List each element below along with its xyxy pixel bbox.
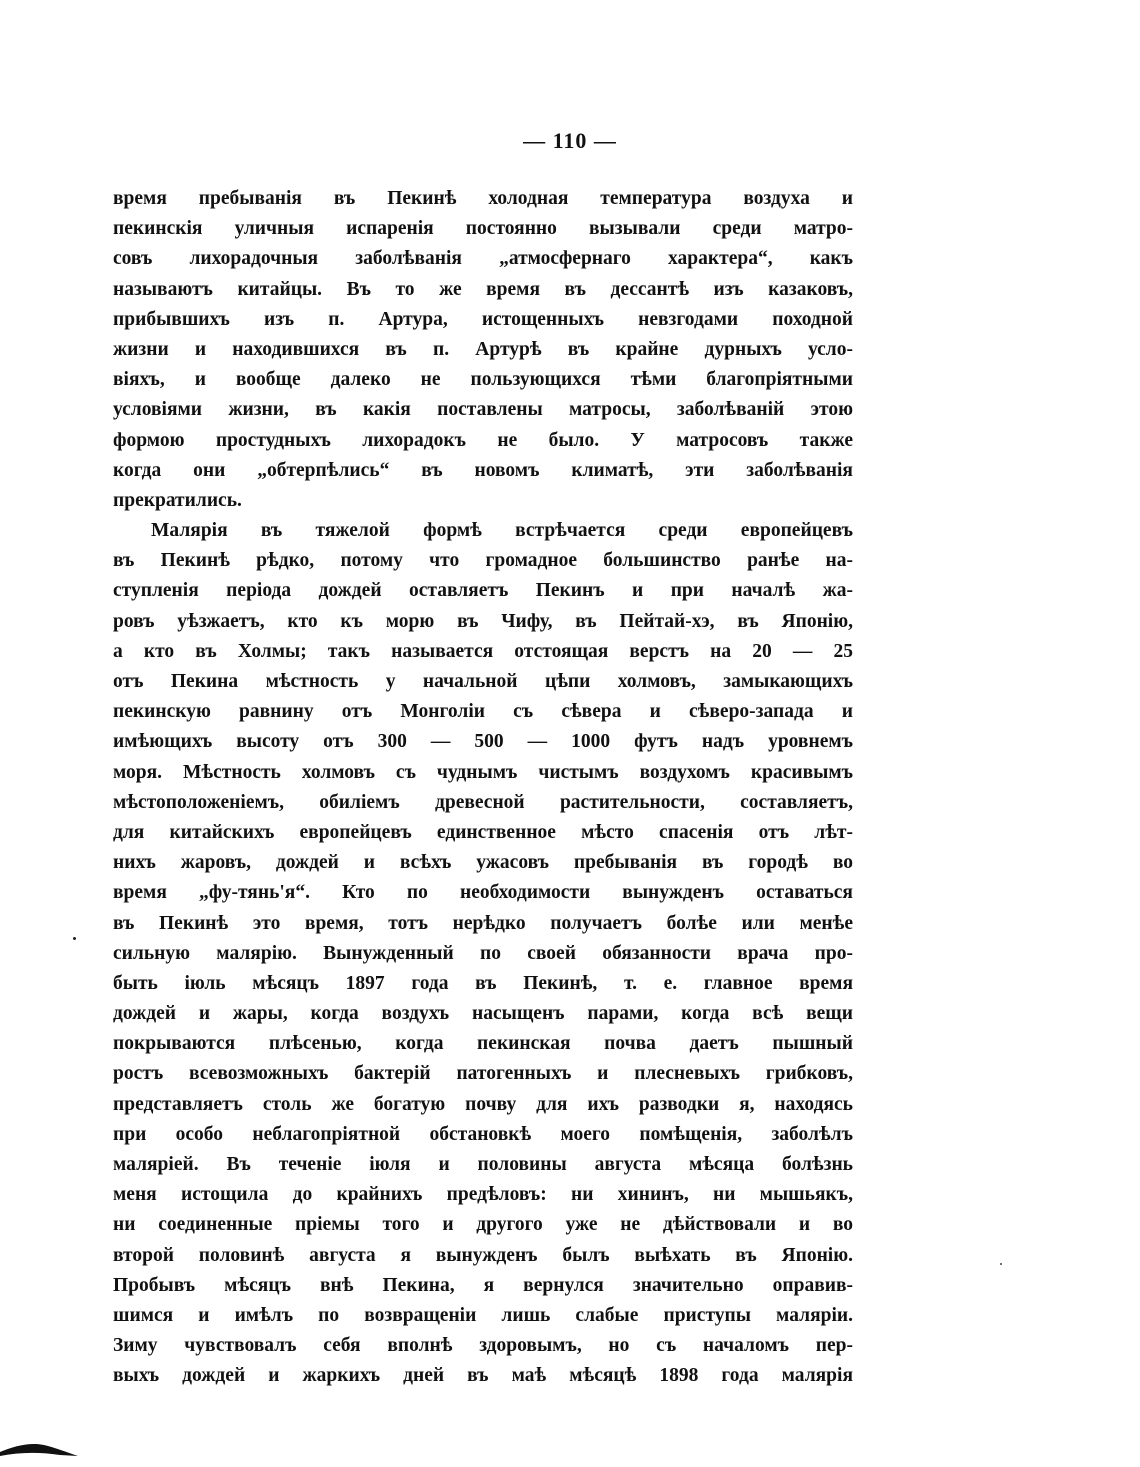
text-line: віяхъ, и вообще далеко не пользующихся тѣми благопріятными [113,369,853,391]
text-line: ровъ уѣзжаетъ, кто къ морю въ Чифу, въ Пейтай-хэ, въ Японію, [113,610,853,632]
text-line: шимся и имѣлъ по возвращеніи лишь слабые приступы маляріи. [113,1304,853,1326]
text-line: пекинскую равнину отъ Монголіи съ сѣвера и сѣверо-запада и [113,701,853,723]
text-line: для китайскихъ европейцевъ единственное мѣсто спасенія отъ лѣт- [113,821,853,843]
text-line: ни соединенные пріемы того и другого уже не дѣйствовали и во [113,1214,853,1236]
text-line: покрываются плѣсенью, когда пекинская почва даетъ пышный [113,1033,853,1055]
scan-smudge-mark [0,1440,78,1458]
page-number: — 110 — [523,128,617,153]
text-line: пекинскія уличныя испаренія постоянно вызывали среди матро- [113,218,853,240]
text-line: Пробывъ мѣсяцъ внѣ Пекина, я вернулся значительно оправив- [113,1274,853,1296]
text-line: при особо неблагопріятной обстановкѣ моего помѣщенія, заболѣлъ [113,1123,853,1145]
text-line: сильную малярію. Вынужденный по своей обязанности врача про- [113,942,853,964]
text-line: выхъ дождей и жаркихъ дней въ маѣ мѣсяцѣ 1898 года малярія [113,1365,853,1387]
body-text [113,184,853,1392]
text-line: меня истощила до крайнихъ предѣловъ: ни хининъ, ни мышьякъ, [113,1184,853,1206]
text-line: маляріей. Въ теченіе іюля и половины августа мѣсяца болѣзнь [113,1154,853,1175]
text-line: въ Пекинѣ рѣдко, потому что громадное большинство ранѣе на- [113,550,853,572]
text-line: въ Пекинѣ это время, тотъ нерѣдко получаетъ болѣе или менѣе [113,912,853,934]
text-line: условіями жизни, въ какія поставлены матросы, заболѣваній этою [113,399,853,421]
text-line: имѣющихъ высоту отъ 300 — 500 — 1000 футъ надъ уровнемъ [113,731,853,753]
text-line: дождей и жары, когда воздухъ насыщенъ парами, когда всѣ вещи [113,1003,853,1025]
text-line: жизни и находившихся въ п. Артурѣ въ крайне дурныхъ усло- [113,338,853,360]
text-line: мѣстоположеніемъ, обиліемъ древесной растительности, составляетъ, [113,791,853,813]
paragraph-2 [113,516,853,1391]
text-line: называютъ китайцы. Въ то же время въ дессантѣ изъ казаковъ, [113,278,853,300]
text-line: совъ лихорадочныя заболѣванія „атмосфернаго характера“, какъ [113,248,853,270]
text-line: ростъ всевозможныхъ бактерій патогенныхъ и плесневыхъ грибковъ, [113,1063,853,1085]
text-line: прибывшихъ изъ п. Артура, истощенныхъ невзгодами походной [113,308,853,330]
text-line: второй половинѣ августа я вынужденъ былъ выѣхать въ Японію. [113,1244,853,1266]
text-line: представляетъ столь же богатую почву для ихъ разводки я, находясь [113,1093,853,1115]
text-line: быть іюль мѣсяцъ 1897 года въ Пекинѣ, т. е. главное время [113,972,853,994]
paragraph-1 [113,184,853,516]
text-line: Малярія въ тяжелой формѣ встрѣчается среди европейцевъ [151,520,853,542]
text-line: Зиму чувствовалъ себя вполнѣ здоровымъ, но съ началомъ пер- [113,1335,853,1357]
text-line: когда они „обтерпѣлись“ въ новомъ климатѣ, эти заболѣванія [113,459,853,481]
text-line: время пребыванія въ Пекинѣ холодная температура воздуха и [113,188,853,209]
text-line: моря. Мѣстность холмовъ съ чуднымъ чистымъ воздухомъ красивымъ [113,761,853,783]
text-line: формою простудныхъ лихорадокъ не было. У матросовъ также [113,429,853,451]
scan-speck [1000,1263,1002,1265]
scan-speck [73,937,76,940]
text-line: а кто въ Холмы; такъ называется отстоящая верстъ на 20 — 25 [113,640,853,662]
text-line: отъ Пекина мѣстность у начальной цѣпи холмовъ, замыкающихъ [113,671,853,692]
text-line: ступленія періода дождей оставляетъ Пекинъ и при началѣ жа- [113,580,853,602]
text-line: прекратились. [113,489,242,511]
text-line: нихъ жаровъ, дождей и всѣхъ ужасовъ пребыванія въ городѣ во [113,852,853,874]
text-line: время „фу-тянь'я“. Кто по необходимости вынужденъ оставаться [113,882,853,904]
